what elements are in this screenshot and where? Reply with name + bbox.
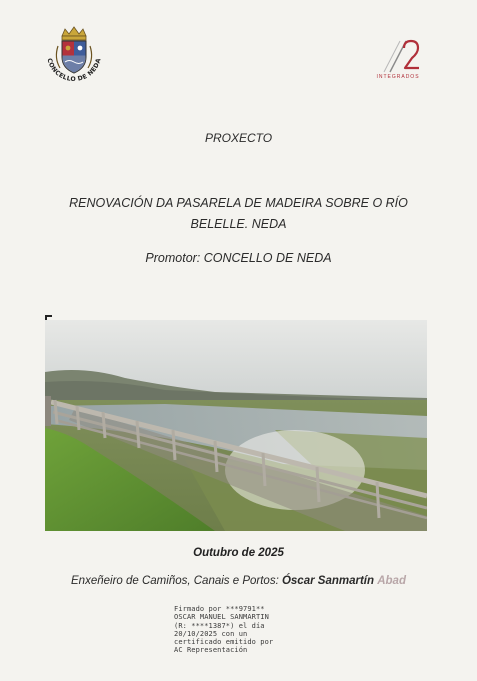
signature-line: AC Representación (174, 646, 248, 655)
coat-of-arms-icon (38, 24, 110, 96)
signature-line: 20/10/2025 con un (174, 629, 248, 638)
integrados-mark-icon (368, 38, 428, 76)
engineer-label: Enxeñeiro de Camiños, Canais e Portos: (71, 575, 279, 587)
engineer-line (0, 575, 477, 587)
project-title (0, 193, 477, 235)
signature-line: OSCAR MANUEL SANMARTIN (174, 613, 269, 622)
digital-signature-stamp (174, 605, 334, 655)
signature-line: certificado emitido por (174, 638, 274, 647)
signature-line: Firmado por ***9791** (174, 605, 265, 613)
document-date: Outubro de 2025 (193, 547, 284, 559)
signature-line: (R: ****1387*) el día (174, 621, 265, 630)
project-title-line-2: BELELLE. NEDA (190, 217, 287, 231)
engineer-name: Óscar Sanmartín (281, 575, 375, 587)
integrados-label: INTEGRADOS (376, 74, 420, 80)
promotor-line: Promotor: CONCELLO DE NEDA (145, 251, 332, 265)
wooden-footbridge-photo (45, 320, 427, 531)
integrados-logo (368, 38, 428, 86)
project-title-line-1: RENOVACIÓN DA PASARELA DE MADEIRA SOBRE O RÍO (69, 196, 408, 210)
concello-de-neda-logo (38, 24, 110, 96)
svg-text:CONCELLO DE NEDA: CONCELLO DE NEDA (45, 57, 103, 84)
engineer-name-faded: Abad (377, 575, 406, 587)
document-type-label: PROXECTO (204, 131, 273, 145)
